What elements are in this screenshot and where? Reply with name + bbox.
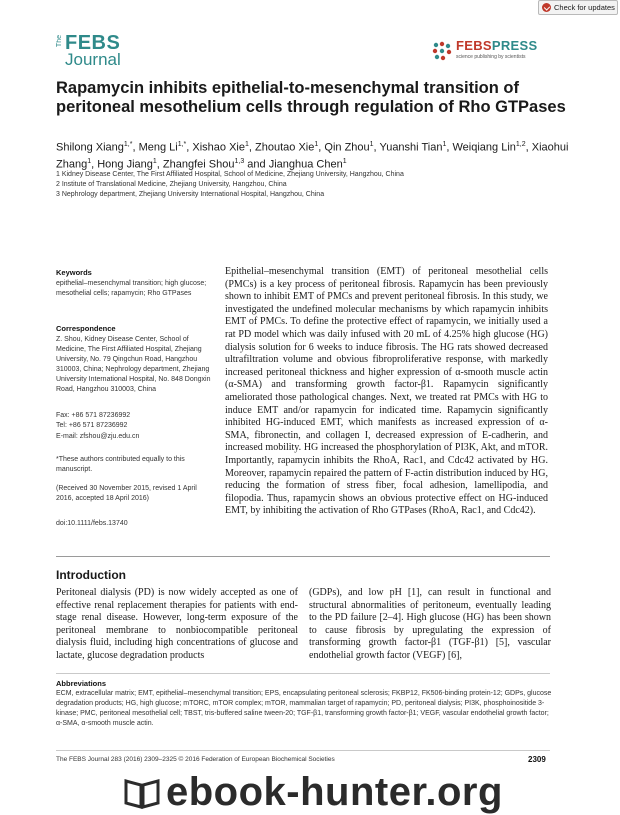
author-name: Xishao Xie [192, 141, 245, 154]
author-name: Yuanshi Tian [379, 141, 443, 154]
introduction-col-2: (GDPs), and low pH [1], can result in functional and structural abnormalities of peritoneum, eventually leading to the PD failure [2–4]. High glucose (HG) has been shown to cause fibrosis by upregulating the expression of transforming growth factor-β1 (TGF-β1) [5], vascular endothelial growth factor (VEGF) [6], [309, 587, 551, 661]
abbreviations-heading: Abbreviations [56, 679, 107, 688]
author-name: Weiqiang Lin [452, 141, 516, 154]
author-affiliation-sup: 1 [314, 141, 319, 148]
abstract-text: Epithelial–mesenchymal transition (EMT) of peritoneal mesothelial cells (PMCs) is a key process of peritoneal fibrosis. Rapamycin has been previously shown to inhibit EMT of PMCs and prevent peritoneal fibrosis. In this study, we investigated the undefined molecular mechanisms by which rapamycin inhibits EMT of PMCs. To define the protective effect of rapamycin, we initially used a rat PD model which was daily infused with 20 mL of 4.25% high glucose (HG) dialysis solution for 6 weeks to induce fibrosis. The HG rats showed decreased ultrafiltration volume and obvious fibroproliferative response, with markedly increased peritoneal thickness and higher expression of α-smooth muscle actin (α-SMA) and transforming growth factor-β1. Rapamycin significantly ameliorated those pathological changes. Next, we treated rat PMCs with HG to induce EMT and/or rapamycin for indicated time. Rapamycin significantly inhibited HG-induced EMT, which manifests as increased expression of α-SMA, fibronectin, and collagen I, decreased expression of E-cadherin, and increased mobility. HG increased the phosphorylation of PI3K, Akt, and mTOR. Importantly, rapamycin inhibits the RhoA, Rac1, and Cdc42 activated by HG. Moreover, rapamycin repaired the pattern of F-actin distribution induced by HG, reducing the formation of stress fiber, focal adhesion, lamellipodia, and filopodia. Thus, rapamycin shows an obvious protective effect on HG-induced EMT, by inhibiting the activation of Rho GTPases (RhoA, Rac1, and Cdc42). [225, 266, 548, 517]
email-link[interactable]: E-mail: zfshou@zju.edu.cn [56, 433, 140, 440]
author-name: Zhangfei Shou [162, 158, 235, 171]
received-dates: (Received 30 November 2015, revised 1 April 2016, accepted 18 April 2016) [56, 485, 197, 502]
introduction-heading: Introduction [56, 568, 126, 582]
press-febs: FEBS [456, 38, 492, 53]
author-name: Zhoutao Xie [255, 141, 315, 154]
footer-divider [56, 750, 550, 751]
section-divider [56, 556, 550, 557]
abbreviations-text: ECM, extracellular matrix; EMT, epithelial–mesenchymal transition; EPS, encapsulating peritoneal sclerosis; FKBP12, FK506-binding protein-12; GDPs, glucose degradation products; HG, high glucose; mTORC, mTOR complex; mTOR, mammalian target of rapamycin; PD, peritoneal dialysis; PI3K, phosphoinositide 3-kinase; PMC, peritoneal mesothelial cell; TBST, tris-buffered saline tween-20; TGF-β1, transforming growth factor-β1; VEGF, vascular endothelial growth factor; α-SMA, α-smooth muscle actin. [56, 690, 552, 727]
article-title: Rapamycin inhibits epithelial-to-mesenchymal transition of peritoneal mesothelium cells through regulation of Rho GTPases [56, 79, 566, 116]
author-affiliation-sup: 1,* [123, 141, 133, 148]
affiliation-1: 1 Kidney Disease Center, The First Affiliated Hospital, School of Medicine, Zhejiang University, Hangzhou, China [56, 171, 404, 178]
affiliation-2: 2 Institute of Translational Medicine, Zhejiang University, Hangzhou, China [56, 181, 287, 188]
febs-press-dots-icon [430, 39, 454, 63]
check-for-updates-button[interactable] [538, 0, 618, 15]
author-name: Shilong Xiang [56, 141, 124, 154]
watermark-text: ebook-hunter.org [166, 770, 503, 814]
author-affiliation-sup: 1 [87, 158, 92, 166]
logo-febs: FEBS [65, 32, 121, 54]
author-name: Hong Jiang [97, 158, 153, 171]
febs-journal-logo [56, 32, 156, 72]
check-updates-icon [542, 3, 551, 12]
page-number: 2309 [528, 755, 546, 764]
keywords-text: epithelial–mesenchymal transition; high glucose; mesothelial cells; rapamycin; Rho GTPases [56, 280, 207, 297]
footer-citation: The FEBS Journal 283 (2016) 2309–2325 © 2016 Federation of European Biochemical Societies [56, 756, 335, 763]
author-affiliation-sup: 1,* [177, 141, 187, 148]
tel: Tel: +86 571 87236992 [56, 422, 128, 429]
correspondence-heading: Correspondence [56, 324, 116, 333]
introduction-col-1: Peritoneal dialysis (PD) is now widely accepted as one of effective renal replacement therapies for patients with end-stage renal disease. However, long-term exposure of the peritoneal membrane to nonbiocompatible peritoneal dialysis fluid, including high concentrations of glucose and lactate, glucose degradation products [56, 587, 298, 661]
abbrev-divider [56, 673, 550, 674]
logo-journal: Journal [65, 50, 121, 69]
author-name: Qin Zhou [324, 141, 370, 154]
fax: Fax: +86 571 87236992 [56, 412, 131, 419]
book-watermark-icon [124, 775, 160, 809]
author-affiliation-sup: 1 [342, 158, 347, 166]
author-list: Shilong Xiang$^{1,*}$, Meng $Li^{1,*}$, Xishao Xie$^1$, Zhoutao Xie$^1$, Qin Zhou$^1$, Yuanshi Tian$^1$, Weiqiang Lin$^{1,2}$, Xiaohui Zhang$^1$, Hong Jiang$^1$, Zhangfei Shou$^{1,3}$ and Jianghua Chen$^1$ [56, 141, 569, 171]
keywords-heading: Keywords [56, 268, 92, 277]
check-updates-label: Check for updates [554, 3, 615, 12]
author-affiliation-sup: 1,3 [234, 158, 245, 166]
author-affiliation-sup: 1 [245, 141, 249, 148]
affiliation-3: 3 Nephrology department, Zhejiang University International Hospital, Hangzhou, China [56, 191, 325, 198]
logo-the: The [56, 35, 63, 48]
author-affiliation-sup: 1 [152, 158, 157, 166]
correspondence-text: Z. Shou, Kidney Disease Center, School of Medicine, The First Affiliated Hospital, Zhejiang University, No. 79 Qingchun Road, Hangzhou 310003, China; Nephrology department, Zhejiang University International Hospital, No. 848 Dongxin Road, Hangzhou 310003, China [56, 336, 211, 393]
author-affiliation-sup: 1 [442, 141, 447, 148]
author-name: Meng Li [138, 141, 178, 154]
doi-link[interactable]: doi:10.1111/febs.13740 [56, 520, 128, 527]
press-wordmark [456, 38, 537, 53]
press-tagline: science publishing by scientists [456, 54, 526, 60]
author-name: Xiaohui Zhang [56, 141, 569, 171]
authors-and: and [247, 158, 266, 171]
author-affiliation-sup: 1,2 [515, 141, 526, 148]
author-affiliation-sup: 1 [369, 141, 374, 148]
equal-contribution-note: *These authors contributed equally to this manuscript. [56, 456, 185, 473]
febs-press-logo [430, 36, 542, 66]
press-press: PRESS [491, 38, 538, 53]
author-name: Jianghua Chen [268, 158, 343, 171]
